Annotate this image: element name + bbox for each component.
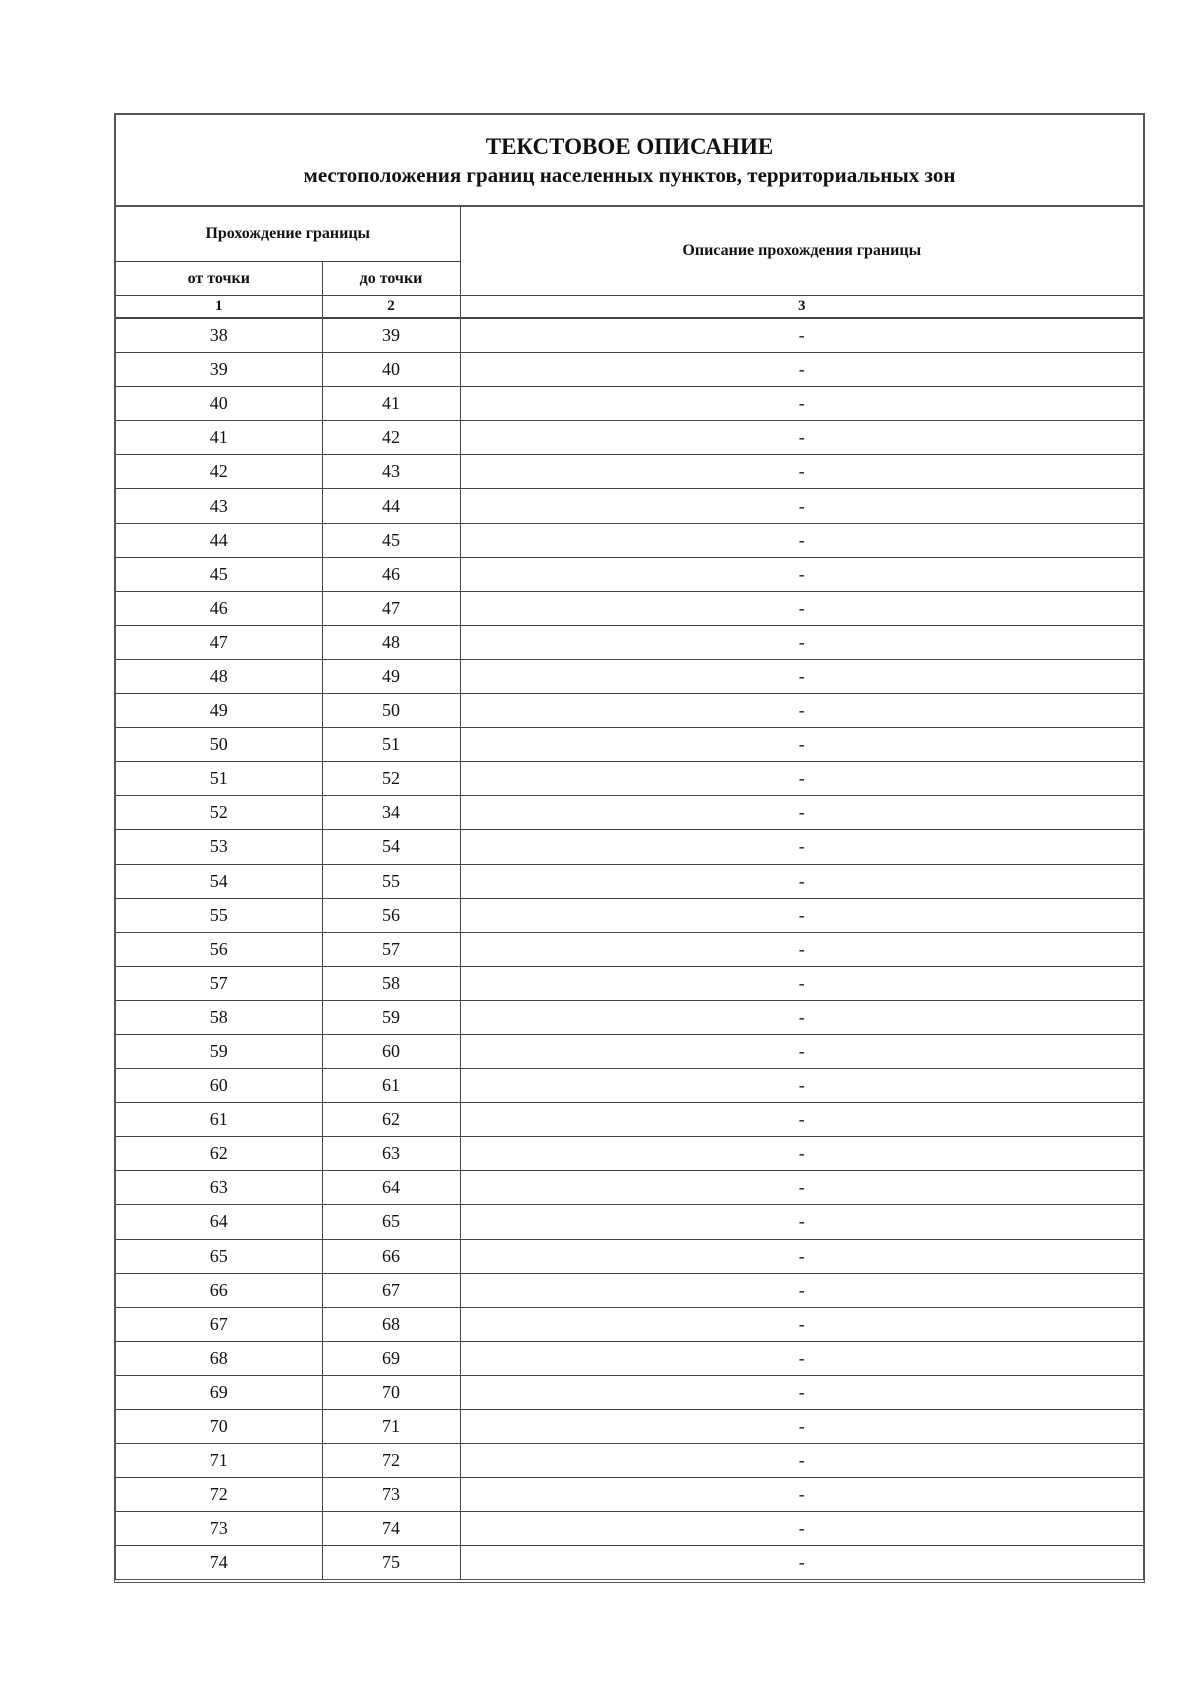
from-point-cell: 62 [116, 1137, 322, 1171]
description-cell: - [460, 455, 1143, 489]
table-row [116, 796, 1143, 830]
from-point-cell: 43 [116, 489, 322, 523]
to-point-cell: 52 [322, 762, 460, 796]
description-cell: - [460, 1512, 1143, 1546]
to-point-cell: 48 [322, 625, 460, 659]
to-point-cell: 68 [322, 1307, 460, 1341]
description-cell: - [460, 318, 1143, 353]
description-cell: - [460, 932, 1143, 966]
column-number-2: 2 [322, 296, 460, 319]
table-row [116, 1512, 1143, 1546]
from-point-cell: 42 [116, 455, 322, 489]
from-point-cell: 66 [116, 1273, 322, 1307]
from-point-cell: 70 [116, 1410, 322, 1444]
description-cell: - [460, 1307, 1143, 1341]
table-row [116, 625, 1143, 659]
to-point-cell: 56 [322, 898, 460, 932]
table-row [116, 1137, 1143, 1171]
to-point-cell: 58 [322, 966, 460, 1000]
description-cell: - [460, 1103, 1143, 1137]
table-row [116, 1546, 1143, 1580]
table-row [116, 932, 1143, 966]
to-point-cell: 43 [322, 455, 460, 489]
table-row [116, 1069, 1143, 1103]
description-cell: - [460, 489, 1143, 523]
to-point-cell: 34 [322, 796, 460, 830]
table-row [116, 1239, 1143, 1273]
table-row [116, 523, 1143, 557]
table-row [116, 1478, 1143, 1512]
from-point-cell: 48 [116, 659, 322, 693]
description-cell: - [460, 1171, 1143, 1205]
description-cell: - [460, 387, 1143, 421]
to-point-cell: 66 [322, 1239, 460, 1273]
boundary-table [116, 207, 1143, 1579]
from-point-cell: 51 [116, 762, 322, 796]
to-point-cell: 74 [322, 1512, 460, 1546]
document-title: ТЕКСТОВОЕ ОПИСАНИЕ [485, 134, 774, 159]
to-point-cell: 39 [322, 318, 460, 353]
to-point-cell: 65 [322, 1205, 460, 1239]
table-row [116, 1375, 1143, 1409]
table-body [116, 318, 1143, 1579]
from-point-cell: 65 [116, 1239, 322, 1273]
from-point-cell: 54 [116, 864, 322, 898]
description-cell: - [460, 898, 1143, 932]
column-number-1: 1 [116, 296, 322, 319]
description-cell: - [460, 659, 1143, 693]
table-row [116, 659, 1143, 693]
to-point-cell: 40 [322, 353, 460, 387]
table-row [116, 591, 1143, 625]
table-row [116, 694, 1143, 728]
from-point-cell: 61 [116, 1103, 322, 1137]
table-row [116, 1307, 1143, 1341]
table-row [116, 557, 1143, 591]
to-point-cell: 72 [322, 1444, 460, 1478]
from-point-cell: 40 [116, 387, 322, 421]
table-row [116, 830, 1143, 864]
table-row [116, 387, 1143, 421]
column-number-3: 3 [460, 296, 1143, 319]
description-cell: - [460, 353, 1143, 387]
from-point-cell: 52 [116, 796, 322, 830]
document-subtitle: местоположения границ населенных пунктов, территориальных зон [303, 163, 956, 187]
table-row [116, 489, 1143, 523]
from-point-cell: 47 [116, 625, 322, 659]
to-point-cell: 55 [322, 864, 460, 898]
table-row [116, 898, 1143, 932]
description-cell: - [460, 557, 1143, 591]
to-point-cell: 51 [322, 728, 460, 762]
description-cell: - [460, 1239, 1143, 1273]
description-cell: - [460, 762, 1143, 796]
description-cell: - [460, 1069, 1143, 1103]
description-cell: - [460, 694, 1143, 728]
to-point-cell: 57 [322, 932, 460, 966]
description-cell: - [460, 728, 1143, 762]
description-cell: - [460, 1478, 1143, 1512]
from-point-cell: 69 [116, 1375, 322, 1409]
table-row [116, 762, 1143, 796]
table-row [116, 1444, 1143, 1478]
description-cell: - [460, 796, 1143, 830]
to-point-cell: 67 [322, 1273, 460, 1307]
from-point-cell: 53 [116, 830, 322, 864]
description-cell: - [460, 1546, 1143, 1580]
table-row [116, 421, 1143, 455]
description-cell: - [460, 523, 1143, 557]
to-point-cell: 41 [322, 387, 460, 421]
to-point-cell: 64 [322, 1171, 460, 1205]
from-point-cell: 39 [116, 353, 322, 387]
description-cell: - [460, 1410, 1143, 1444]
from-point-cell: 57 [116, 966, 322, 1000]
from-point-cell: 50 [116, 728, 322, 762]
from-point-cell: 44 [116, 523, 322, 557]
to-point-cell: 46 [322, 557, 460, 591]
description-cell: - [460, 1000, 1143, 1034]
header-to-point: до точки [322, 262, 460, 296]
description-cell: - [460, 1034, 1143, 1068]
from-point-cell: 72 [116, 1478, 322, 1512]
table-row [116, 1103, 1143, 1137]
from-point-cell: 68 [116, 1341, 322, 1375]
table-row [116, 1171, 1143, 1205]
to-point-cell: 54 [322, 830, 460, 864]
from-point-cell: 45 [116, 557, 322, 591]
to-point-cell: 71 [322, 1410, 460, 1444]
table-row [116, 353, 1143, 387]
table-row [116, 1410, 1143, 1444]
from-point-cell: 73 [116, 1512, 322, 1546]
table-row [116, 1000, 1143, 1034]
table-row [116, 455, 1143, 489]
description-cell: - [460, 421, 1143, 455]
from-point-cell: 71 [116, 1444, 322, 1478]
description-cell: - [460, 625, 1143, 659]
table-row [116, 318, 1143, 353]
from-point-cell: 38 [116, 318, 322, 353]
description-cell: - [460, 1341, 1143, 1375]
to-point-cell: 59 [322, 1000, 460, 1034]
description-cell: - [460, 1444, 1143, 1478]
header-boundary-description: Описание прохождения границы [460, 207, 1143, 296]
table-row [116, 1273, 1143, 1307]
from-point-cell: 41 [116, 421, 322, 455]
table-row [116, 1205, 1143, 1239]
from-point-cell: 63 [116, 1171, 322, 1205]
description-cell: - [460, 966, 1143, 1000]
to-point-cell: 62 [322, 1103, 460, 1137]
description-cell: - [460, 864, 1143, 898]
description-cell: - [460, 591, 1143, 625]
header-from-point: от точки [116, 262, 322, 296]
from-point-cell: 55 [116, 898, 322, 932]
table-row [116, 966, 1143, 1000]
description-cell: - [460, 830, 1143, 864]
to-point-cell: 70 [322, 1375, 460, 1409]
to-point-cell: 42 [322, 421, 460, 455]
to-point-cell: 69 [322, 1341, 460, 1375]
to-point-cell: 73 [322, 1478, 460, 1512]
from-point-cell: 46 [116, 591, 322, 625]
from-point-cell: 58 [116, 1000, 322, 1034]
table-row [116, 728, 1143, 762]
table-row [116, 1341, 1143, 1375]
from-point-cell: 64 [116, 1205, 322, 1239]
to-point-cell: 75 [322, 1546, 460, 1580]
to-point-cell: 60 [322, 1034, 460, 1068]
from-point-cell: 74 [116, 1546, 322, 1580]
to-point-cell: 47 [322, 591, 460, 625]
from-point-cell: 56 [116, 932, 322, 966]
from-point-cell: 59 [116, 1034, 322, 1068]
from-point-cell: 49 [116, 694, 322, 728]
header-boundary-passage: Прохождение границы [116, 207, 460, 262]
description-cell: - [460, 1205, 1143, 1239]
table-row [116, 864, 1143, 898]
to-point-cell: 61 [322, 1069, 460, 1103]
to-point-cell: 44 [322, 489, 460, 523]
to-point-cell: 45 [322, 523, 460, 557]
description-cell: - [460, 1137, 1143, 1171]
to-point-cell: 63 [322, 1137, 460, 1171]
boundary-description-document [114, 113, 1145, 1583]
document-header [116, 115, 1143, 207]
description-cell: - [460, 1273, 1143, 1307]
description-cell: - [460, 1375, 1143, 1409]
table-row [116, 1034, 1143, 1068]
from-point-cell: 60 [116, 1069, 322, 1103]
from-point-cell: 67 [116, 1307, 322, 1341]
to-point-cell: 49 [322, 659, 460, 693]
to-point-cell: 50 [322, 694, 460, 728]
